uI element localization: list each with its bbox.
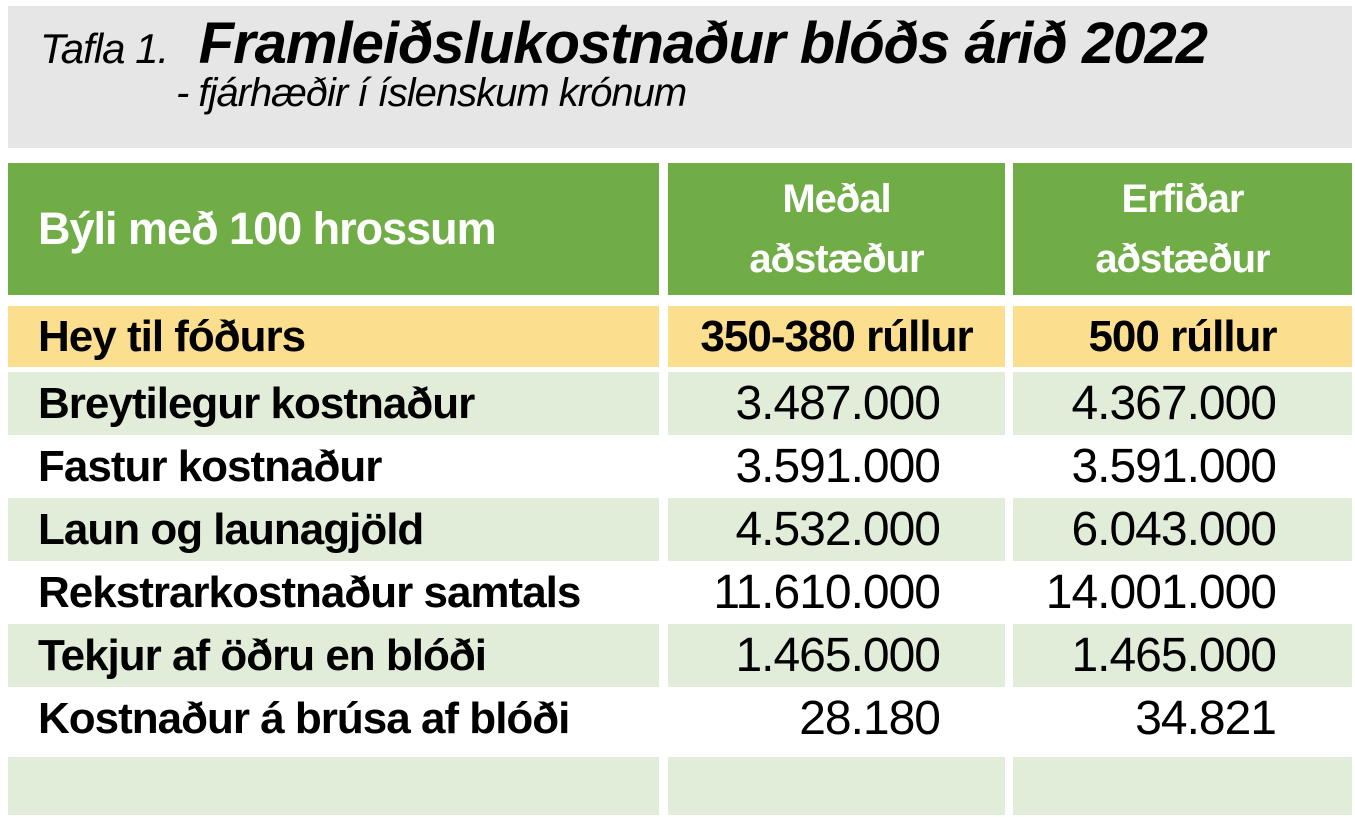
row-label: Tekjur af öðru en blóði [8, 624, 659, 687]
row-label [8, 757, 659, 815]
header-erfidar-line2: aðstæður [1095, 237, 1270, 281]
column-gap [1005, 757, 1013, 815]
table-number-label: Tafla 1. [40, 25, 169, 72]
row-label: Rekstrarkostnaður samtals [8, 561, 659, 624]
column-gap [659, 687, 668, 750]
column-gap [659, 435, 668, 498]
table-row-wages [8, 498, 1352, 561]
header-cell-farm: Býli með 100 hrossum [8, 163, 659, 295]
header-erfidar-line1: Erfiðar [1121, 177, 1244, 221]
column-gap [1005, 498, 1013, 561]
header-medal-line2: aðstæður [749, 237, 924, 281]
value-erfidar [1013, 757, 1352, 815]
column-gap [1005, 687, 1013, 750]
table-row-fixed-cost [8, 435, 1352, 498]
value-erfidar: 3.591.000 [1013, 435, 1352, 498]
column-gap [1005, 163, 1013, 295]
value-erfidar: 14.001.000 [1013, 561, 1352, 624]
row-label: Hey til fóðurs [8, 306, 659, 367]
value-medal: 3.487.000 [668, 372, 1005, 435]
header-cell-medal [668, 163, 1005, 295]
column-gap [659, 561, 668, 624]
column-gap [1005, 561, 1013, 624]
table-row-other-income [8, 624, 1352, 687]
column-gap [1005, 306, 1013, 367]
table-row-cost-per-canister [8, 687, 1352, 750]
value-medal: 350-380 rúllur [668, 306, 1005, 367]
table-row-empty [8, 757, 1352, 815]
table-row-total-operating-cost [8, 561, 1352, 624]
value-medal: 28.180 [668, 687, 1005, 750]
row-label: Breytilegur kostnaður [8, 372, 659, 435]
value-erfidar: 500 rúllur [1013, 306, 1352, 367]
column-gap [659, 306, 668, 367]
row-label: Kostnaður á brúsa af blóði [8, 687, 659, 750]
page-title: Framleiðslukostnaður blóðs árið 2022 [198, 11, 1207, 76]
column-gap [659, 372, 668, 435]
cost-table [8, 163, 1352, 815]
value-erfidar: 34.821 [1013, 687, 1352, 750]
column-gap [659, 498, 668, 561]
row-label: Laun og launagjöld [8, 498, 659, 561]
table-header-row [8, 163, 1352, 295]
column-gap [1005, 372, 1013, 435]
value-erfidar: 4.367.000 [1013, 372, 1352, 435]
column-gap [659, 624, 668, 687]
table-row-variable-cost [8, 372, 1352, 435]
value-erfidar: 1.465.000 [1013, 624, 1352, 687]
title-block [8, 6, 1352, 148]
value-medal: 4.532.000 [668, 498, 1005, 561]
title-line [8, 6, 1352, 77]
header-medal-line1: Meðal [782, 177, 891, 221]
value-medal: 11.610.000 [668, 561, 1005, 624]
column-gap [1005, 435, 1013, 498]
row-label: Fastur kostnaður [8, 435, 659, 498]
value-medal: 1.465.000 [668, 624, 1005, 687]
column-gap [659, 163, 668, 295]
value-medal: 3.591.000 [668, 435, 1005, 498]
header-cell-erfidar [1013, 163, 1352, 295]
column-gap [659, 757, 668, 815]
table-row-hay [8, 306, 1352, 367]
page-subtitle: - fjárhæðir í íslenskum krónum [176, 71, 687, 115]
value-medal [668, 757, 1005, 815]
column-gap [1005, 624, 1013, 687]
value-erfidar: 6.043.000 [1013, 498, 1352, 561]
